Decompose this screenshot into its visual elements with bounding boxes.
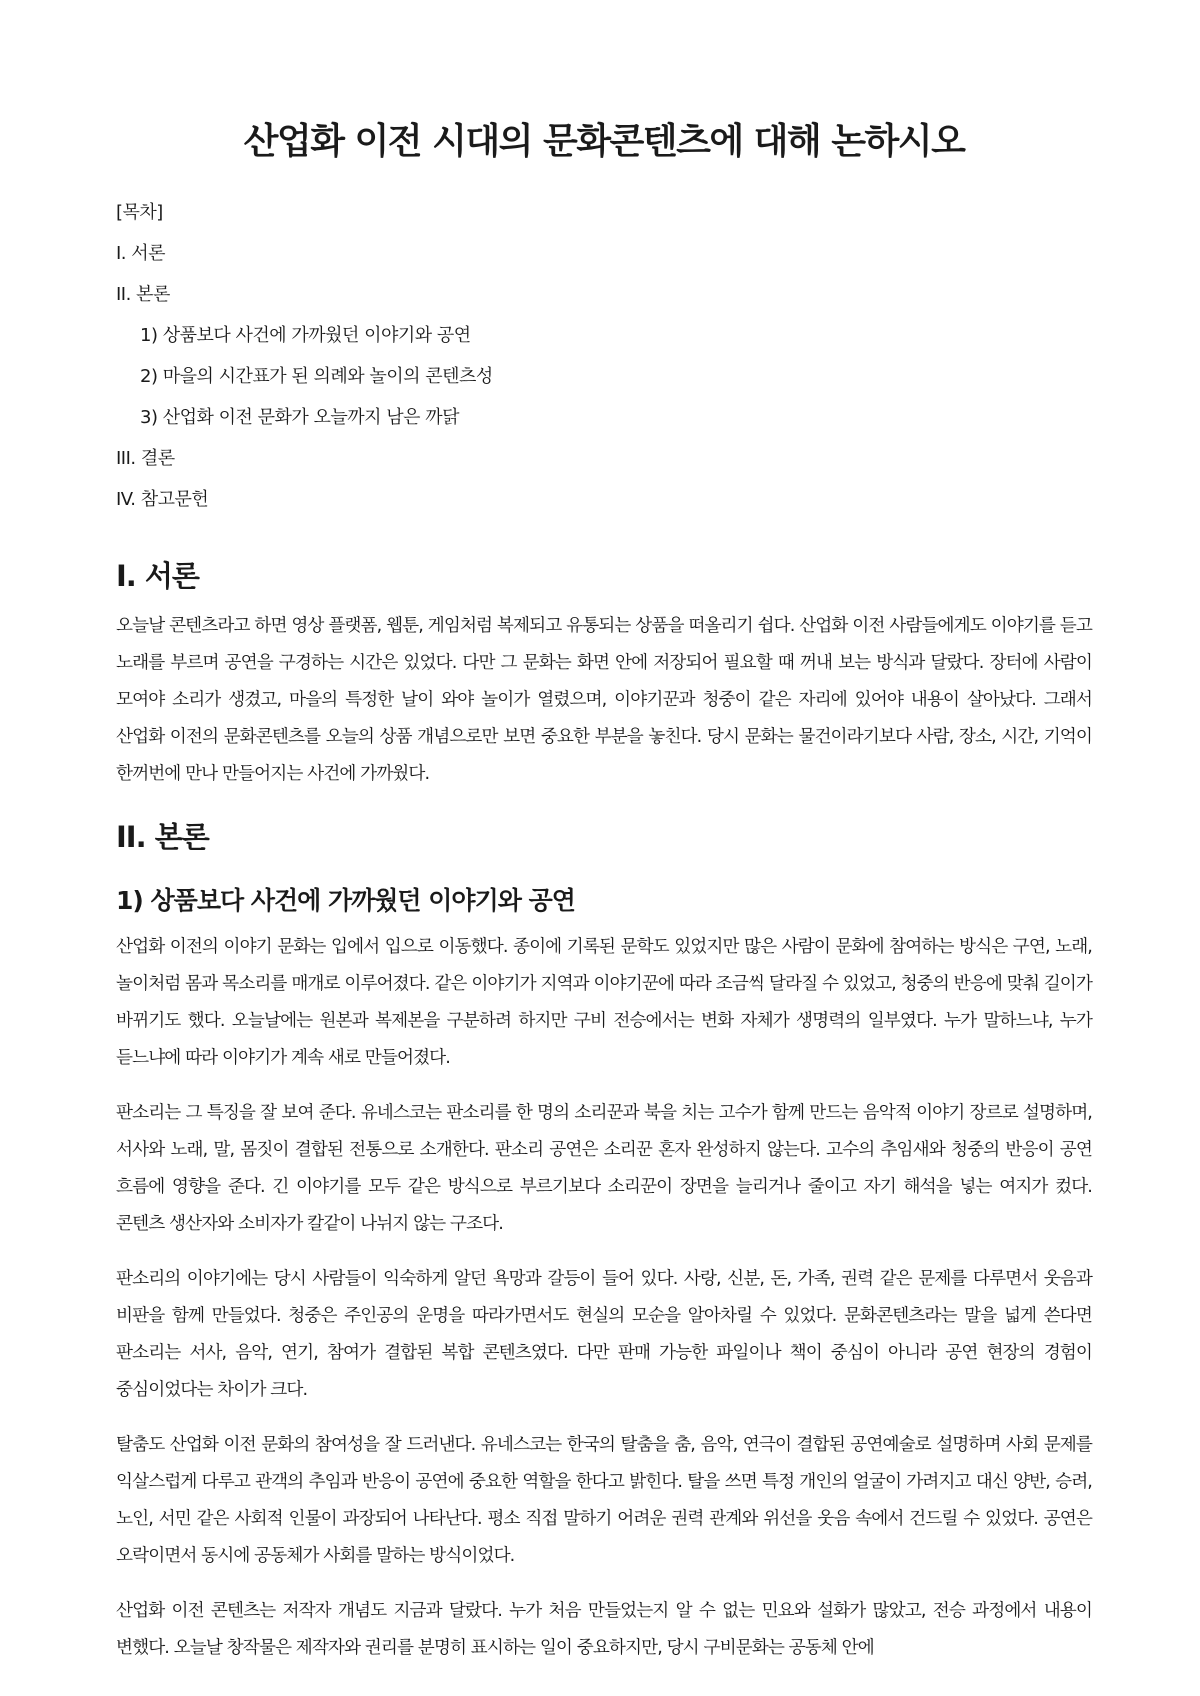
section-heading-body: II. 본론 (116, 820, 209, 854)
intro-paragraphs (116, 608, 1092, 793)
toc-list (116, 233, 1092, 520)
paragraph: 산업화 이전 콘텐츠는 저작자 개념도 지금과 달랐다. 누가 처음 만들었는지 알 수 없는 민요와 설화가 많았고, 전승 과정에서 내용이 변했다. 오늘날 창작물은 제작자와 권리를 분명히 표시하는 일이 중요하지만, 당시 구비문화는 공동체 안에 (116, 1601, 1092, 1658)
subsection-heading-1: 1) 상품보다 사건에 가까웠던 이야기와 공연 (116, 886, 575, 915)
toc-item: 1) 상품보다 사건에 가까웠던 이야기와 공연 (140, 325, 471, 346)
paragraph: 판소리의 이야기에는 당시 사람들이 익숙하게 알던 욕망과 갈등이 들어 있다. 사랑, 신분, 돈, 가족, 권력 같은 문제를 다루면서 웃음과 비판을 함께 만들었다. 청중은 주인공의 운명을 따라가면서도 현실의 모순을 알아차릴 수 있었다. 문화콘텐츠라는 말을 넓게 쓴다면 판소리는 서사, 음악, 연기, 참여가 결합된 복합 콘텐츠였다. 다만 판매 가능한 파일이나 책이 중심이 아니라 공연 현장의 경험이 중심이었다는 차이가 크다. (116, 1269, 1092, 1400)
toc-item: II. 본론 (116, 284, 170, 305)
toc-item: I. 서론 (116, 243, 166, 264)
section-intro (116, 554, 1092, 793)
document-title: 산업화 이전 시대의 문화콘텐츠에 대해 논하시오 (243, 121, 965, 162)
toc-heading: [목차] (116, 202, 163, 223)
paragraph: 탈춤도 산업화 이전 문화의 참여성을 잘 드러낸다. 유네스코는 한국의 탈춤을 춤, 음악, 연극이 결합된 공연예술로 설명하며 사회 문제를 익살스럽게 다루고 관객의 추임과 반응이 공연에 중요한 역할을 한다고 밝힌다. 탈을 쓰면 특정 개인의 얼굴이 가려지고 대신 양반, 승려, 노인, 서민 같은 사회적 인물이 과장되어 나타난다. 평소 직접 말하기 어려운 권력 관계와 위선을 웃음 속에서 건드릴 수 있었다. 공연은 오락이면서 동시에 공동체가 사회를 말하는 방식이었다. (116, 1435, 1092, 1566)
paragraph: 산업화 이전의 이야기 문화는 입에서 입으로 이동했다. 종이에 기록된 문학도 있었지만 많은 사람이 문화에 참여하는 방식은 구연, 노래, 놀이처럼 몸과 목소리를 매개로 이루어졌다. 같은 이야기가 지역과 이야기꾼에 따라 조금씩 달라질 수 있었고, 청중의 반응에 맞춰 길이가 바뀌기도 했다. 오늘날에는 원본과 복제본을 구분하려 하지만 구비 전승에서는 변화 자체가 생명력의 일부였다. 누가 말하느냐, 누가 듣느냐에 따라 이야기가 계속 새로 만들어졌다. (116, 937, 1092, 1068)
paragraph: 판소리는 그 특징을 잘 보여 준다. 유네스코는 판소리를 한 명의 소리꾼과 북을 치는 고수가 함께 만드는 음악적 이야기 장르로 설명하며, 서사와 노래, 말, 몸짓이 결합된 전통으로 소개한다. 판소리 공연은 소리꾼 혼자 완성하지 않는다. 고수의 추임새와 청중의 반응이 공연 흐름에 영향을 준다. 긴 이야기를 모두 같은 방식으로 부르기보다 소리꾼이 장면을 늘리거나 줄이고 자기 해석을 넣는 여지가 컸다. 콘텐츠 생산자와 소비자가 칼같이 나뉘지 않는 구조다. (116, 1103, 1092, 1234)
toc-item: 3) 산업화 이전 문화가 오늘까지 남은 까닭 (140, 407, 460, 428)
table-of-contents (116, 192, 1092, 520)
subsection-1-paragraphs (116, 929, 1092, 1667)
section-heading-intro: I. 서론 (116, 559, 199, 593)
toc-item: 2) 마을의 시간표가 된 의례와 놀이의 콘텐츠성 (140, 366, 493, 387)
paragraph: 오늘날 콘텐츠라고 하면 영상 플랫폼, 웹툰, 게임처럼 복제되고 유통되는 상품을 떠올리기 쉽다. 산업화 이전 사람들에게도 이야기를 듣고 노래를 부르며 공연을 구경하는 시간은 있었다. 다만 그 문화는 화면 안에 저장되어 필요할 때 꺼내 보는 방식과 달랐다. 장터에 사람이 모여야 소리가 생겼고, 마을의 특정한 날이 와야 놀이가 열렸으며, 이야기꾼과 청중이 같은 자리에 있어야 내용이 살아났다. 그래서 산업화 이전의 문화콘텐츠를 오늘의 상품 개념으로만 보면 중요한 부분을 놓친다. 당시 문화는 물건이라기보다 사람, 장소, 시간, 기억이 한꺼번에 만나 만들어지는 사건에 가까웠다. (116, 616, 1092, 784)
toc-item: III. 결론 (116, 448, 175, 469)
toc-item: IV. 참고문헌 (116, 489, 209, 510)
section-body (116, 815, 1092, 1667)
